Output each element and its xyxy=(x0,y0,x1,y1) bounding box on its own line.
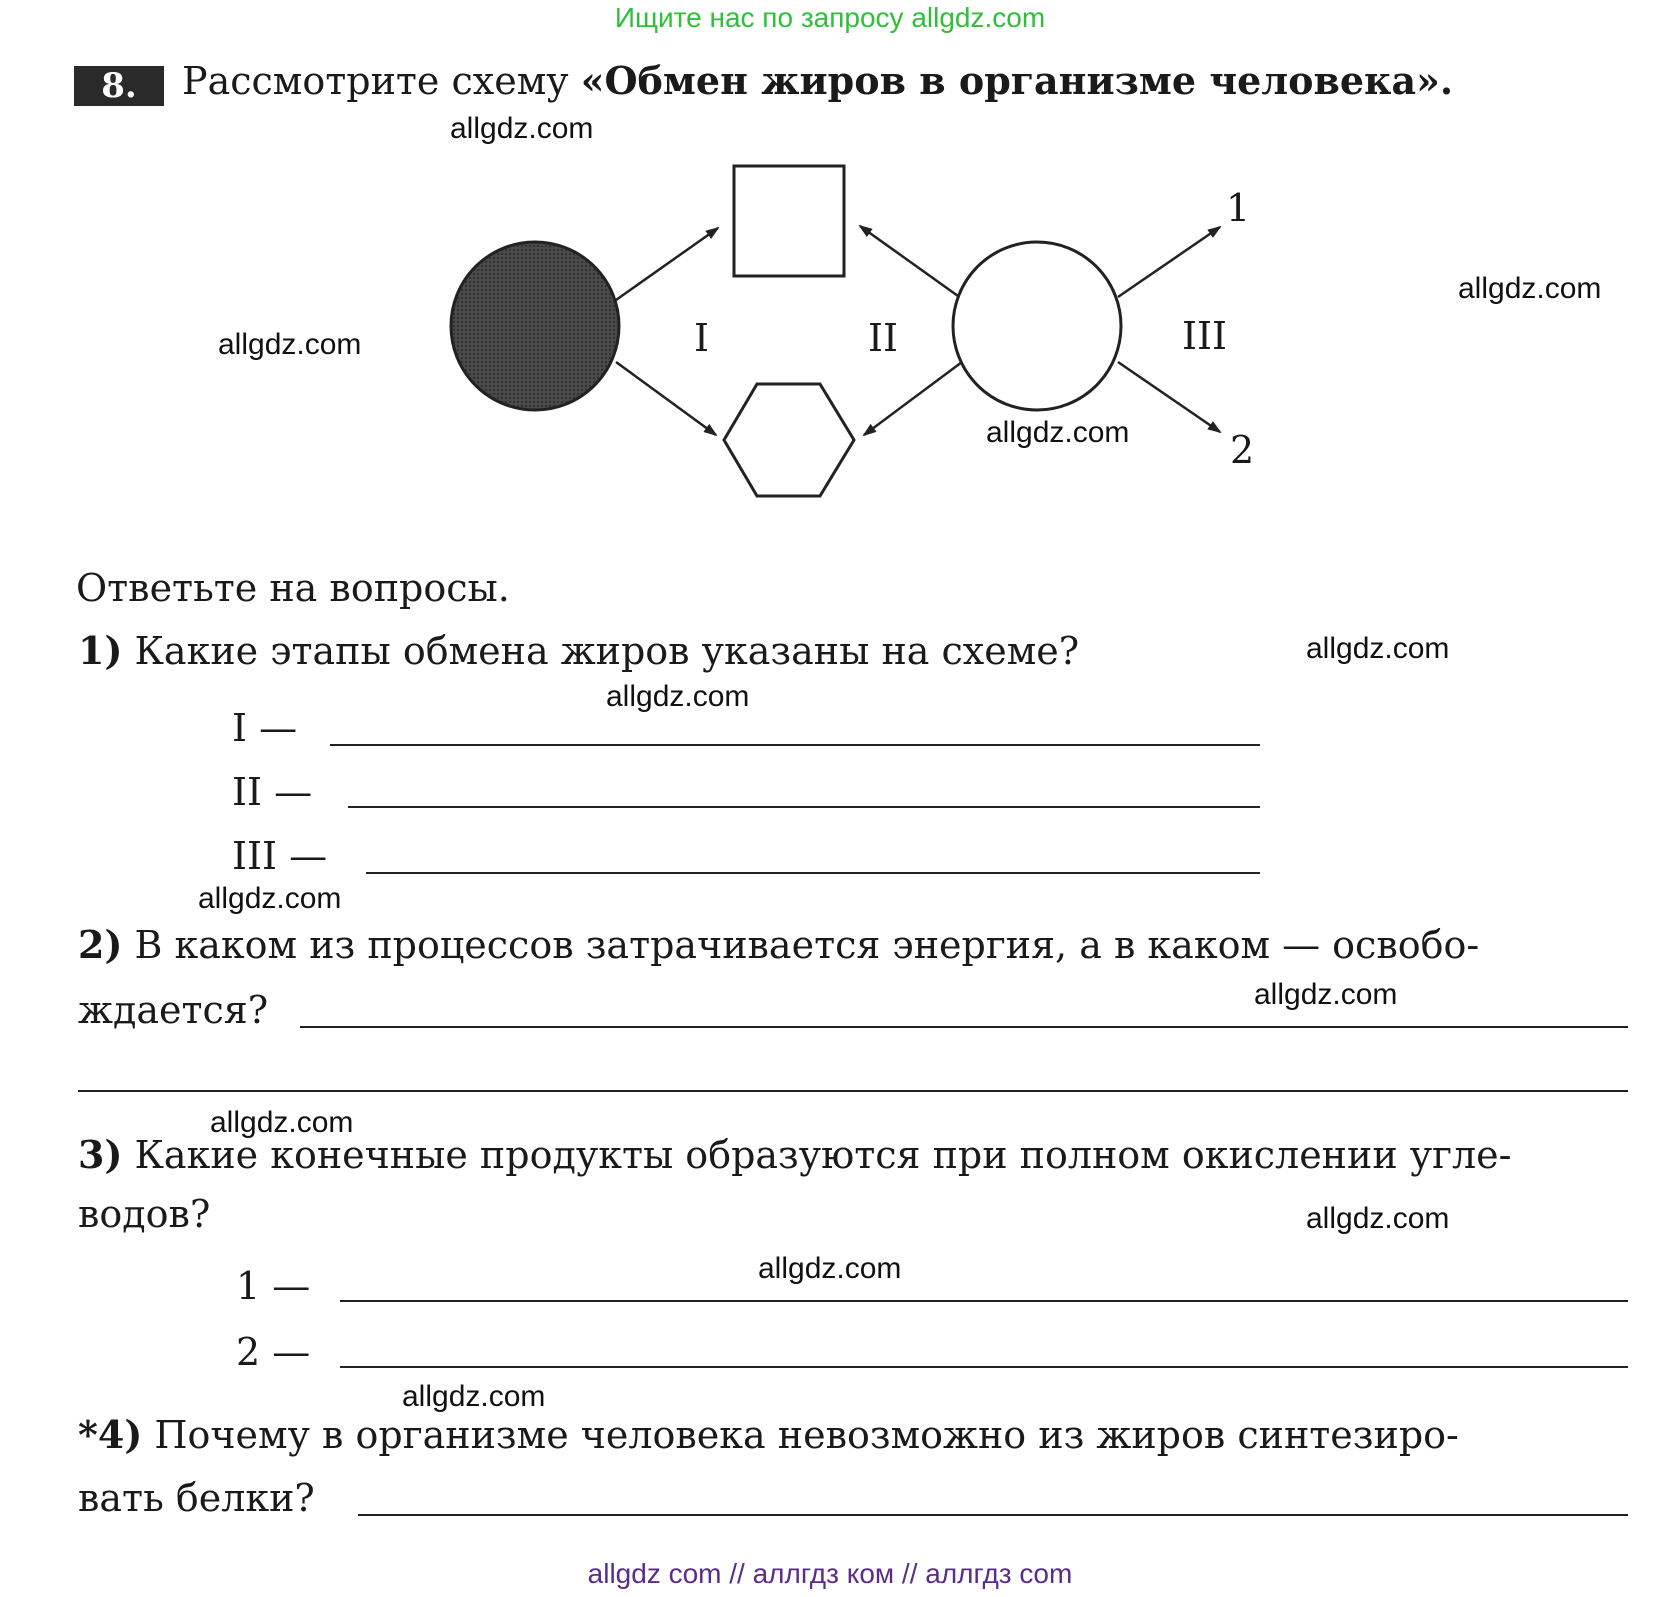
q1-answer-line-3[interactable] xyxy=(366,872,1260,874)
watermark-text: allgdz.com xyxy=(1254,978,1398,1011)
question-3-text-1: Какие конечные продукты образуются при полном окислении угле- xyxy=(134,1133,1512,1177)
stage-label-3: III xyxy=(1182,314,1228,358)
stage-label-1: I xyxy=(694,316,710,360)
arrow-dark-to-square xyxy=(616,228,718,300)
watermark-text: allgdz.com xyxy=(986,416,1130,449)
question-2-line-1 xyxy=(78,922,1479,967)
watermark-text: allgdz.com xyxy=(210,1106,354,1139)
hexagon-shape xyxy=(724,384,854,496)
question-2-line-2: ждается? xyxy=(78,988,269,1032)
watermark-text: allgdz.com xyxy=(402,1380,546,1413)
watermark-text: allgdz.com xyxy=(1306,632,1450,665)
question-1-text: Какие этапы обмена жиров указаны на схеме? xyxy=(134,629,1080,673)
white-circle-shape xyxy=(953,242,1121,410)
arrow-dark-to-hexagon xyxy=(616,362,716,435)
intro-heading: Ответьте на вопросы. xyxy=(76,566,510,610)
q2-answer-line-2[interactable] xyxy=(78,1090,1628,1092)
question-1 xyxy=(78,628,1079,673)
task-title-plain: Рассмотрите схему xyxy=(182,59,581,103)
task-number-badge: 8. xyxy=(74,66,164,106)
footer-watermark: allgdz com // аллгдз ком // аллгдз com xyxy=(587,1558,1073,1589)
q1-answer-line-1[interactable] xyxy=(330,744,1260,746)
arrow-white-to-hexagon xyxy=(864,362,962,435)
question-4-text-1: Почему в организме человека невозможно из жиров синтезиро- xyxy=(154,1413,1459,1457)
watermark-text: allgdz.com xyxy=(218,328,362,361)
question-3-line-2: водов? xyxy=(78,1192,211,1236)
top-banner: Ищите нас по запросу allgdz.com xyxy=(614,2,1046,33)
watermark-text: allgdz.com xyxy=(450,112,594,145)
q3-answer-line-1[interactable] xyxy=(340,1300,1628,1302)
watermark-text: allgdz.com xyxy=(198,882,342,915)
arrow-output-2 xyxy=(1118,362,1220,432)
q1-item-1-label: I — xyxy=(232,706,298,750)
q1-item-3-label: III — xyxy=(232,834,328,878)
q3-item-1-label: 1 — xyxy=(236,1264,311,1308)
stage-label-2: II xyxy=(868,316,899,360)
square-shape xyxy=(734,166,844,276)
arrow-output-1 xyxy=(1118,227,1220,297)
output-label-2: 2 xyxy=(1230,428,1255,472)
output-label-1: 1 xyxy=(1226,186,1251,230)
question-2-text-1: В каком из процессов затрачивается энергия, а в каком — освобо- xyxy=(134,923,1480,967)
question-1-number: 1) xyxy=(78,628,123,673)
question-3-number: 3) xyxy=(78,1132,123,1177)
q3-answer-line-2[interactable] xyxy=(340,1366,1628,1368)
q2-answer-line-1[interactable] xyxy=(300,1026,1628,1028)
watermark-text: allgdz.com xyxy=(1306,1202,1450,1235)
q3-item-2-label: 2 — xyxy=(236,1330,311,1374)
task-title-bold: «Обмен жиров в организме человека». xyxy=(580,58,1454,103)
q4-answer-line-1[interactable] xyxy=(358,1514,1628,1516)
question-4-number: *4) xyxy=(78,1412,143,1457)
q1-item-2-label: II — xyxy=(232,770,313,814)
watermark-text: allgdz.com xyxy=(1458,272,1602,305)
watermark-text: allgdz.com xyxy=(606,680,750,713)
watermark-text: allgdz.com xyxy=(758,1252,902,1285)
question-4-line-1 xyxy=(78,1412,1459,1457)
question-4-line-2: вать белки? xyxy=(78,1476,315,1520)
arrow-white-to-square xyxy=(860,226,958,296)
question-2-number: 2) xyxy=(78,922,123,967)
q1-answer-line-2[interactable] xyxy=(348,806,1260,808)
dark-circle-shape xyxy=(451,242,619,410)
